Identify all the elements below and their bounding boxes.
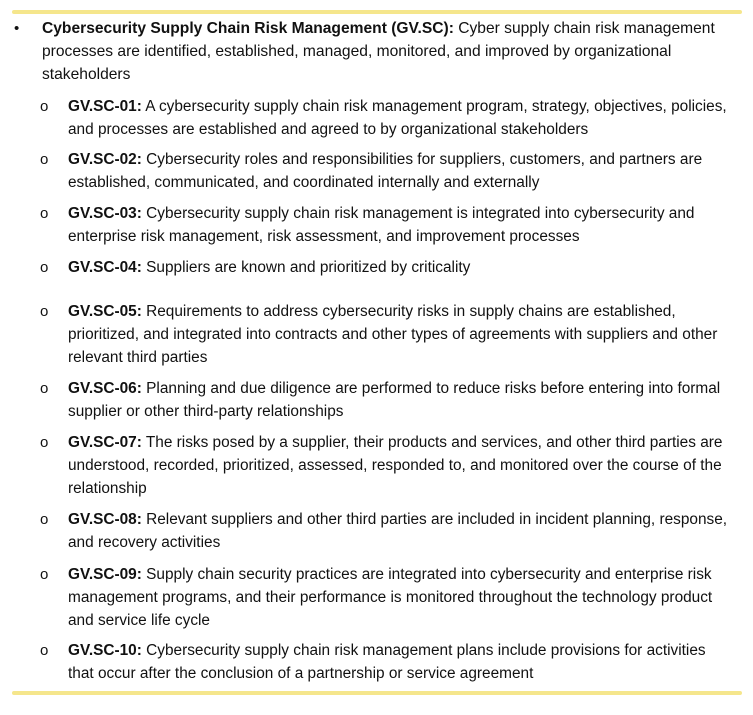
subcategory-item-gv-sc-04 <box>0 256 745 279</box>
subcategory-text: The risks posed by a supplier, their products and services, and other third parties are understood, recorded, prioritized, assessed, responded to, and monitored over the course of the relationship <box>68 434 723 497</box>
circle-bullet-icon: o <box>40 566 49 583</box>
category-text: Cyber supply chain risk management processes are identified, established, managed, monitored, and improved by organizational stakeholders <box>42 20 715 83</box>
subcategory-text: Planning and due diligence are performed to reduce risks before entering into formal supplier or other third-party relationships <box>68 380 721 420</box>
category-label: Cybersecurity Supply Chain Risk Management (GV.SC): <box>42 20 454 37</box>
subcategory-label: GV.SC-06: <box>68 380 142 397</box>
subcategory-text: Suppliers are known and prioritized by criticality <box>141 259 471 276</box>
circle-bullet-icon: o <box>40 434 49 451</box>
subcategory-text: Cybersecurity supply chain risk management is integrated into cybersecurity and enterprise risk management, risk assessment, and improvement processes <box>68 205 695 245</box>
subcategory-label: GV.SC-08: <box>68 511 142 528</box>
subcategory-item-gv-sc-07 <box>0 431 745 500</box>
subcategory-text: Relevant suppliers and other third parties are included in incident planning, response, and recovery activities <box>68 511 728 551</box>
subcategory-text: Supply chain security practices are integrated into cybersecurity and enterprise risk management programs, and their performance is monitored throughout the technology product and service life cycle <box>68 566 713 629</box>
subcategory-label: GV.SC-03: <box>68 205 142 222</box>
subcategory-text: Cybersecurity roles and responsibilities for suppliers, customers, and partners are established, communicated, and coordinated internally and externally <box>68 151 703 191</box>
subcategory-label: GV.SC-09: <box>68 566 142 583</box>
subcategory-item-gv-sc-06 <box>0 377 745 423</box>
subcategory-item-gv-sc-05 <box>0 300 745 369</box>
subcategory-item-gv-sc-03 <box>0 202 745 248</box>
subcategory-item-gv-sc-01 <box>0 95 745 141</box>
subcategory-text: Cybersecurity supply chain risk management plans include provisions for activities that occur after the conclusion of a partnership or service agreement <box>68 642 706 682</box>
circle-bullet-icon: o <box>40 259 49 276</box>
circle-bullet-icon: o <box>40 380 49 397</box>
circle-bullet-icon: o <box>40 151 49 168</box>
bullet-icon: • <box>14 20 20 37</box>
bottom-highlight-rule <box>12 691 742 695</box>
subcategory-label: GV.SC-04: <box>68 259 142 276</box>
subcategory-item-gv-sc-08 <box>0 508 745 554</box>
circle-bullet-icon: o <box>40 205 49 222</box>
document-body <box>0 17 753 682</box>
top-highlight-rule <box>12 10 742 14</box>
circle-bullet-icon: o <box>40 303 49 320</box>
subcategory-label: GV.SC-01: <box>68 98 142 115</box>
subcategory-item-gv-sc-09 <box>0 563 745 632</box>
subcategory-label: GV.SC-07: <box>68 434 142 451</box>
subcategory-text: Requirements to address cybersecurity risks in supply chains are established, prioritized, and integrated into contracts and other types of agreements with suppliers and other relevant third parties <box>68 303 718 366</box>
subcategory-item-gv-sc-10 <box>0 639 745 685</box>
subcategory-text: A cybersecurity supply chain risk management program, strategy, objectives, policies, and processes are established and agreed to by organizational stakeholders <box>68 98 727 138</box>
circle-bullet-icon: o <box>40 98 49 115</box>
category-item <box>0 17 753 86</box>
circle-bullet-icon: o <box>40 642 49 659</box>
subcategory-label: GV.SC-10: <box>68 642 142 659</box>
circle-bullet-icon: o <box>40 511 49 528</box>
subcategory-label: GV.SC-02: <box>68 151 142 168</box>
subcategory-item-gv-sc-02 <box>0 148 745 194</box>
subcategory-label: GV.SC-05: <box>68 303 142 320</box>
